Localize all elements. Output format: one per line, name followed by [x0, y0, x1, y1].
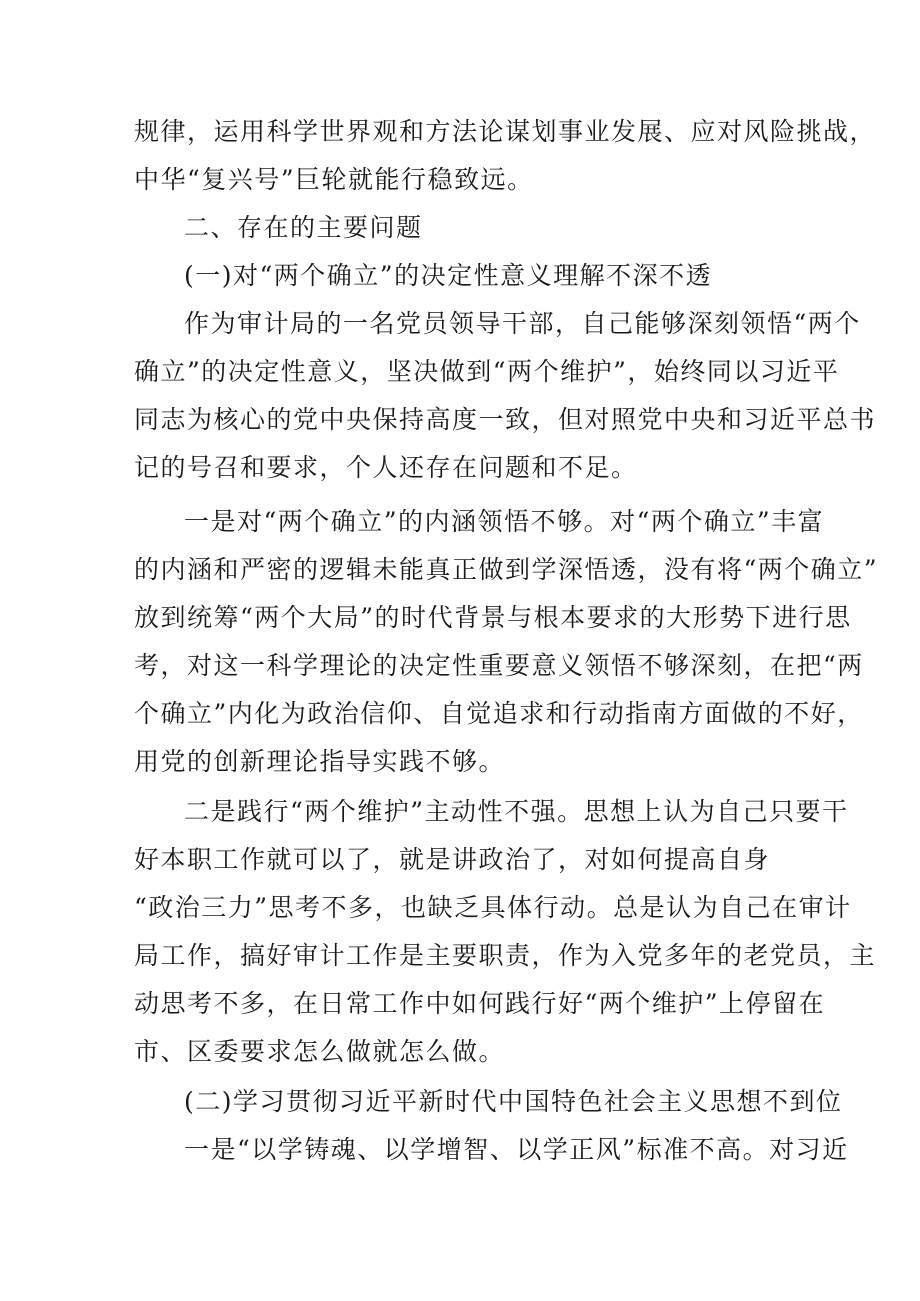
subsection-heading: (二)学习贯彻习近平新时代中国特色社会主义思想不到位	[184, 1087, 843, 1116]
text-line: 局工作，搞好审计工作是主要职责，作为入党多年的老党员，主	[134, 941, 877, 970]
text-line: 一是对“两个确立”的内涵领悟不够。对“两个确立”丰富	[184, 507, 825, 536]
text-line: 市、区委要求怎么做就怎么做。	[134, 1037, 506, 1066]
text-line: 放到统筹“两个大局”的时代背景与根本要求的大形势下进行思	[134, 603, 852, 632]
text-line: 确立”的决定性意义，坚决做到“两个维护”，始终同以习近平	[134, 357, 840, 386]
text-line: 个确立”内化为政治信仰、自觉追求和行动指南方面做的不好，	[134, 699, 864, 728]
text-line: 的内涵和严密的逻辑未能真正做到学深悟透，没有将“两个确立”	[134, 555, 879, 584]
text-line: 二是践行“两个维护”主动性不强。思想上认为自己只要干	[184, 797, 849, 826]
text-line: 同志为核心的党中央保持高度一致，但对照党中央和习近平总书	[134, 405, 877, 434]
text-line: “政治三力”思考不多，也缺乏具体行动。总是认为自己在审计	[134, 893, 852, 922]
subsection-heading: (一)对“两个确立”的决定性意义理解不深不透	[184, 261, 713, 290]
text-line: 作为审计局的一名党员领导干部，自己能够深刻领悟“两个	[184, 309, 861, 338]
section-heading: 二、存在的主要问题	[184, 213, 423, 242]
text-line: 规律，运用科学世界观和方法论谋划事业发展、应对风险挑战，	[134, 117, 877, 146]
text-line: 用党的创新理论指导实践不够。	[134, 747, 506, 776]
text-line: 一是“以学铸魂、以学增智、以学正风”标准不高。对习近	[184, 1135, 849, 1164]
text-line: 考，对这一科学理论的决定性重要意义领悟不够深刻，在把“两	[134, 651, 864, 680]
text-line: 中华“复兴号”巨轮就能行稳致远。	[134, 165, 534, 194]
text-line: 记的号召和要求，个人还存在问题和不足。	[134, 453, 638, 482]
text-line: 好本职工作就可以了，就是讲政治了，对如何提高自身	[134, 845, 771, 874]
text-line: 动思考不多，在日常工作中如何践行好“两个维护”上停留在	[134, 989, 826, 1018]
